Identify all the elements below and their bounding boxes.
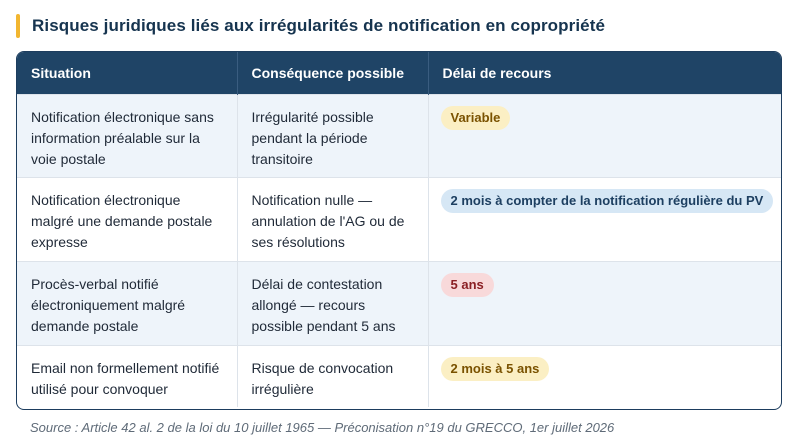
- delai-badge: 2 mois à compter de la notification régulière du PV: [441, 189, 774, 213]
- cell-consequence: Notification nulle — annulation de l'AG ou de ses résolutions: [237, 177, 428, 261]
- table-body: [17, 94, 781, 407]
- source-note: Source : Article 42 al. 2 de la loi du 10 juillet 1965 — Préconisation n°19 du GRECCO, 1er juillet 2026: [30, 420, 615, 435]
- delai-badge: 2 mois à 5 ans: [441, 357, 550, 381]
- cell-situation: Notification électronique sans information préalable sur la voie postale: [17, 94, 237, 177]
- cell-delai: [428, 94, 781, 177]
- page-title: Risques juridiques liés aux irrégularités de notification en copropriété: [32, 16, 606, 35]
- table-row: [17, 177, 781, 261]
- cell-situation: Notification électronique malgré une demande postale expresse: [17, 177, 237, 261]
- cell-delai: [428, 177, 781, 261]
- risk-table: [17, 52, 781, 407]
- table-row: [17, 345, 781, 407]
- header-row: [17, 52, 781, 94]
- title-block: [16, 14, 605, 38]
- table-row: [17, 94, 781, 177]
- cell-delai: [428, 345, 781, 407]
- risk-table-card: [16, 51, 782, 410]
- table-row: [17, 261, 781, 345]
- title-accent-bar: [16, 14, 20, 38]
- cell-consequence: Irrégularité possible pendant la période transitoire: [237, 94, 428, 177]
- delai-badge: Variable: [441, 106, 511, 130]
- cell-situation: Email non formellement notifié utilisé pour convoquer: [17, 345, 237, 407]
- cell-consequence: Délai de contestation allongé — recours possible pendant 5 ans: [237, 261, 428, 345]
- delai-badge: 5 ans: [441, 273, 494, 297]
- header-delai: Délai de recours: [442, 64, 552, 81]
- cell-consequence: Risque de convocation irrégulière: [237, 345, 428, 407]
- header-consequence: Conséquence possible: [237, 52, 428, 94]
- header-situation: Situation: [17, 52, 237, 94]
- cell-delai: [428, 261, 781, 345]
- table-header: [17, 52, 781, 94]
- cell-situation: Procès-verbal notifié électroniquement malgré demande postale: [17, 261, 237, 345]
